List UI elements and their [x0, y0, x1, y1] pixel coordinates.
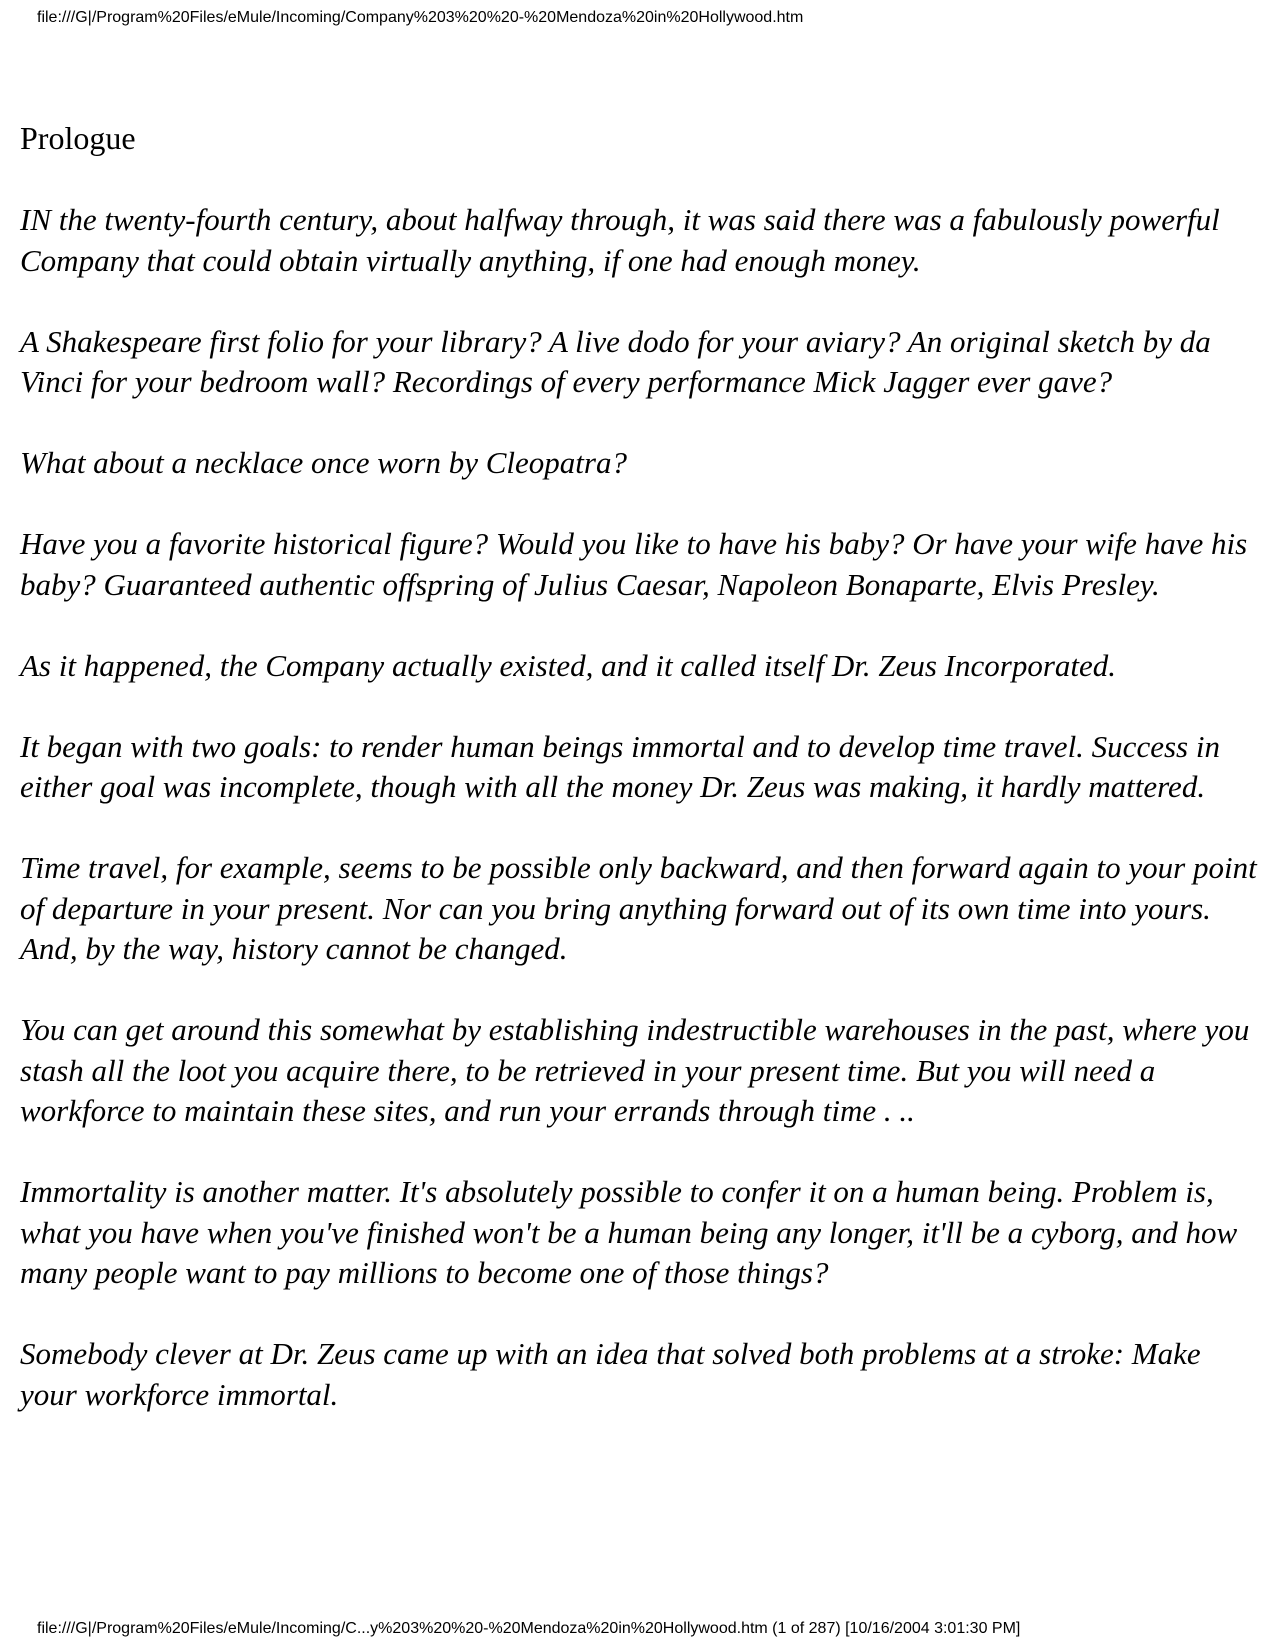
paragraph-6: It began with two goals: to render human beings immortal and to develop time travel. Success in either goal was incomplete, though with all the money Dr. Zeus was making, it hardly mattered.	[20, 728, 1220, 804]
paragraph-8: You can get around this somewhat by establishing indestructible warehouses in the past, where you stash all the loot you acquire there, to be retrieved in your present time. But you will need a workforce to maintain these sites, and run your errands through time . ..	[20, 1012, 1250, 1128]
paragraph-7: Time travel, for example, seems to be possible only backward, and then forward again to your point of departure in your present. Nor can you bring anything forward out of its own time into yours. And, by the way, history cannot be changed.	[20, 850, 1257, 966]
paragraph-5: As it happened, the Company actually existed, and it called itself Dr. Zeus Incorporated.	[20, 647, 1117, 683]
chapter-heading: Prologue	[20, 120, 136, 156]
paragraph-3: What about a necklace once worn by Cleopatra?	[20, 445, 627, 480]
paragraph-10: Somebody clever at Dr. Zeus came up with an idea that solved both problems at a stroke: Make your workforce immortal.	[20, 1336, 1201, 1412]
header-url: file:///G|/Program%20Files/eMule/Incoming/Company%203%20%20-%20Mendoza%20in%20Hollywood.htm	[37, 9, 804, 26]
document-body	[20, 118, 1260, 1456]
paragraph-4: Have you a favorite historical figure? Would you like to have his baby? Or have your wife have his baby? Guaranteed authentic offspring of Julius Caesar, Napoleon Bonaparte, Elvis Presley.	[20, 526, 1248, 602]
paragraph-1: IN the twenty-fourth century, about halfway through, it was said there was a fabulously powerful Company that could obtain virtually anything, if one had enough money.	[20, 202, 1220, 278]
paragraph-2: A Shakespeare first folio for your library? A live dodo for your aviary? An original sketch by da Vinci for your bedroom wall? Recordings of every performance Mick Jagger ever gave?	[20, 323, 1211, 399]
footer-page-info: file:///G|/Program%20Files/eMule/Incoming/C...y%203%20%20-%20Mendoza%20in%20Hollywood.htm (1 of 287) [10/16/2004 3:01:30 PM]	[37, 1620, 1021, 1637]
paragraph-9: Immortality is another matter. It's absolutely possible to confer it on a human being. Problem is, what you have when you've finished won't be a human being any longer, it'll be a cyborg, and how many people want to pay millions to become one of those things?	[20, 1174, 1238, 1290]
